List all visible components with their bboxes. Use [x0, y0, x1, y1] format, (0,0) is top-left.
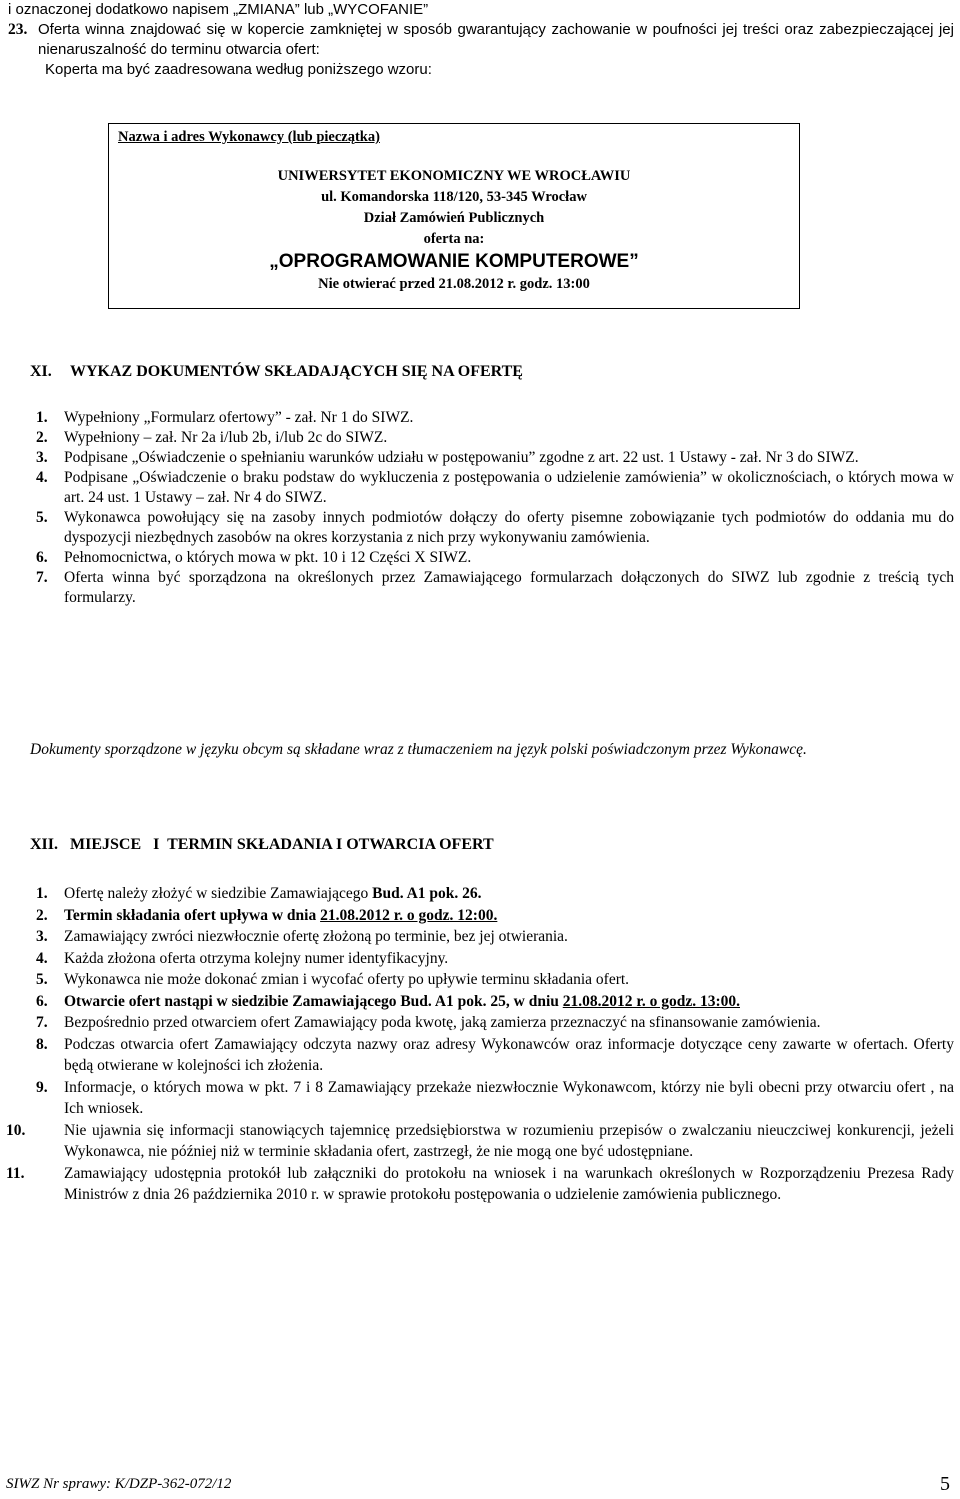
- list-item-number: 7.: [36, 1014, 48, 1031]
- list-item-number: 8.: [36, 1035, 48, 1053]
- list-item-number: 5.: [36, 509, 48, 526]
- list-item: [37, 926, 954, 948]
- list-item-number: 1.: [36, 885, 48, 902]
- list-item: [37, 448, 954, 468]
- list-item-number: 3.: [36, 928, 48, 945]
- envelope-recipient: UNIWERSYTET EKONOMICZNY WE WROCŁAWIU: [277, 168, 631, 184]
- list-item: [37, 568, 954, 608]
- list-item-number: 6.: [36, 992, 48, 1010]
- envelope-template: [108, 123, 800, 309]
- section-xi-roman: XI.: [30, 363, 52, 380]
- list-item-number: 5.: [36, 971, 48, 988]
- section-xii-heading: [30, 835, 494, 855]
- foreign-language-note: Dokumenty sporządzone w języku obcym są składane wraz z tłumaczeniem na język polski poświadczonym przez Wykonawcę.: [30, 741, 807, 758]
- list-item-number: 6.: [36, 549, 48, 566]
- envelope-address: ul. Komandorska 118/120, 53-345 Wrocław: [321, 189, 587, 205]
- list-item: [7, 1163, 954, 1206]
- envelope-sender-label: Nazwa i adres Wykonawcy (lub pieczątka): [118, 129, 380, 145]
- item-23: [8, 20, 954, 60]
- intro-block: [8, 0, 954, 80]
- item-6-text: Otwarcie ofert nastąpi w siedzibie Zamawiającego Bud. A1 pok. 25, w dniu: [64, 992, 563, 1010]
- item-2-deadline: 21.08.2012 r. o godz. 12:00.: [320, 906, 498, 924]
- item-23-text: Oferta winna znajdować się w kopercie zamkniętej w sposób gwarantujący zachowanie w poufności jej treści oraz zabezpieczającej jej nienaruszalność do terminu otwarcia ofert:: [38, 21, 954, 58]
- list-item: [37, 883, 954, 905]
- list-item-text: Zamawiający zwróci niezwłocznie ofertę złożoną po terminie, bez jej otwierania.: [64, 928, 568, 945]
- list-item-text: Podczas otwarcia ofert Zamawiający odczyta nazwy oraz adresy Wykonawców oraz informacje dotyczące ceny zawarte w ofertach. Oferty będą otwierane w kolejności ich złożenia.: [64, 1035, 954, 1074]
- list-item-text: Nie ujawnia się informacji stanowiących tajemnicę przedsiębiorstwa w rozumieniu przepisów o zwalczaniu nieuczciwej konkurencji, jeżeli Wykonawca, nie później niż w terminie składania ofert, zastrzegł, że nie mogą one być udostępniane.: [64, 1121, 954, 1160]
- list-item: [37, 1034, 954, 1077]
- item-6-opening-time: 21.08.2012 r. o godz. 13:00.: [562, 992, 740, 1010]
- list-item: [37, 969, 954, 991]
- list-item: [37, 1077, 954, 1120]
- list-item-text: Oferta winna być sporządzona na określonych przez Zamawiającego formularzach dołączonych do SIWZ lub zgodnie z treścią tych formularzy.: [64, 569, 954, 606]
- list-item-number: 4.: [36, 949, 48, 967]
- footer-page-number: 5: [940, 1473, 950, 1495]
- section-xii-roman: XII.: [30, 836, 59, 853]
- envelope-subject: „OPROGRAMOWANIE KOMPUTEROWE”: [269, 251, 639, 272]
- list-item: [37, 991, 954, 1013]
- list-item-text: Wykonawca nie może dokonać zmian i wycofać oferty po upływie terminu składania ofert.: [64, 971, 630, 988]
- list-item-text: Podpisane „Oświadczenie o braku podstaw do wykluczenia z postępowania o udzielenie zamówienia” w okolicznościach, o których mowa w art. 24 ust. 1 Ustawy – zał. Nr 4 do SIWZ.: [64, 469, 954, 506]
- list-item-number: 10.: [6, 1121, 26, 1139]
- list-item-text: Zamawiający udostępnia protokół lub załączniki do protokołu na wniosek i na warunkach określonych w Rozporządzeniu Prezesa Rady Ministrów z dnia 26 października 2010 r. w sprawie protokołu postępowania o udzielenie zamówienia publicznego.: [64, 1164, 954, 1203]
- envelope-do-not-open: Nie otwierać przed 21.08.2012 r. godz. 13:00: [318, 276, 590, 292]
- list-item-text: Wypełniony „Formularz ofertowy” - zał. Nr 1 do SIWZ.: [64, 409, 414, 426]
- list-item-number: 3.: [36, 449, 48, 466]
- list-item-number: 7.: [36, 569, 48, 586]
- list-item-number: 11.: [6, 1164, 25, 1182]
- item-1-location: Bud. A1 pok. 26.: [372, 885, 482, 902]
- item-1-text: Ofertę należy złożyć w siedzibie Zamawiającego: [64, 885, 373, 902]
- list-item-text: Pełnomocnictwa, o których mowa w pkt. 10 i 12 Części X SIWZ.: [64, 549, 472, 566]
- footer-case-number: SIWZ Nr sprawy: K/DZP-362-072/12: [6, 1476, 232, 1492]
- list-item-text: Wykonawca powołujący się na zasoby innych podmiotów dołączy do oferty pisemne zobowiązanie tych podmiotów do oddania mu do dyspozycji niezbędnych zasobów na okres korzystania z nich przy wykonywaniu zamówienia.: [64, 509, 954, 546]
- list-item-text: [64, 905, 954, 927]
- item-23-line2: Koperta ma być zaadresowana według poniższego wzoru:: [45, 61, 432, 78]
- list-item-number: 2.: [36, 429, 48, 446]
- item-23-number: 23.: [8, 21, 28, 38]
- list-item-number: 9.: [36, 1078, 48, 1096]
- section-xii-title: MIEJSCE I TERMIN SKŁADANIA I OTWARCIA OFERT: [70, 836, 494, 853]
- list-item-text: Każda złożona oferta otrzyma kolejny numer identyfikacyjny.: [64, 949, 449, 967]
- list-item-text: Wypełniony – zał. Nr 2a i/lub 2b, i/lub 2c do SIWZ.: [64, 429, 388, 446]
- list-item-text: Bezpośrednio przed otwarciem ofert Zamawiający poda kwotę, jaką zamierza przeznaczyć na sfinansowanie zamówienia.: [64, 1014, 821, 1031]
- list-item: [37, 548, 954, 568]
- envelope-offer-for: oferta na:: [423, 231, 485, 247]
- list-item: [37, 1012, 954, 1034]
- list-item: [37, 408, 954, 428]
- section-xi-list: [37, 408, 954, 608]
- list-item-number: 2.: [36, 906, 48, 924]
- envelope-address-block: [109, 166, 799, 295]
- list-item: [37, 428, 954, 448]
- list-item: [37, 468, 954, 508]
- list-item: [37, 508, 954, 548]
- list-item-number: 4.: [36, 469, 48, 486]
- item-2-text: Termin składania ofert upływa w dnia: [64, 906, 321, 924]
- list-item-number: 1.: [36, 409, 48, 426]
- section-xi-title: WYKAZ DOKUMENTÓW SKŁADAJĄCYCH SIĘ NA OFERTĘ: [70, 363, 523, 380]
- list-item-text: [64, 883, 954, 905]
- section-xii-list: [6, 883, 954, 1206]
- list-item-text: Informacje, o których mowa w pkt. 7 i 8 Zamawiający przekaże niezwłocznie Wykonawcom, którzy nie byli obecni przy otwarciu ofert , na Ich wniosek.: [64, 1078, 954, 1117]
- list-item: [7, 1120, 954, 1163]
- list-item: [37, 948, 954, 970]
- section-xi-heading: [30, 362, 523, 382]
- list-item-text: Podpisane „Oświadczenie o spełnianiu warunków udziału w postępowaniu” zgodne z art. 22 ust. 1 Ustawy - zał. Nr 3 do SIWZ.: [64, 449, 859, 466]
- list-item-text: [64, 991, 954, 1013]
- intro-top-line: i oznaczonej dodatkowo napisem „ZMIANA” lub „WYCOFANIE”: [8, 1, 429, 18]
- envelope-department: Dział Zamówień Publicznych: [363, 210, 545, 226]
- list-item: [37, 905, 954, 927]
